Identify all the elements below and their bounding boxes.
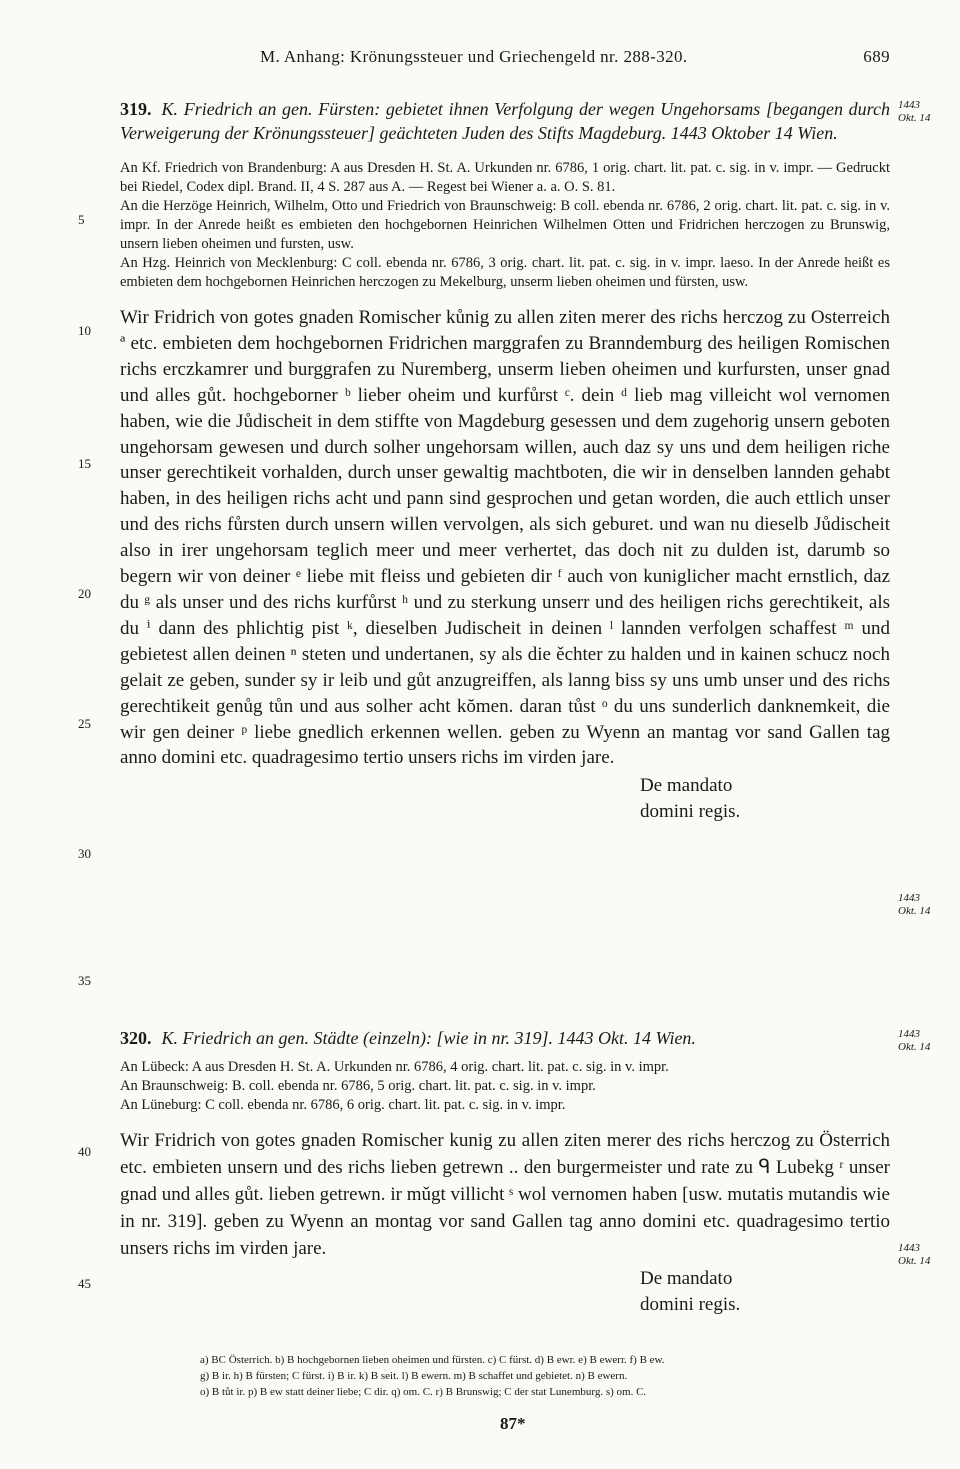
charter-text: Wir Fridrich von gotes gnaden Romischer kůnig zu allen ziten merer des richs herczog zu Osterreich ª etc. embieten dem hochgebornen Fridrichen marggrafen zu Branndemburg des heiligen Romischen richs erczkamrer und burggrafen zu Nuremberg, unserm lieben oheimen und kurfursten, unser gnad und alles gůt. hochgeborner ᵇ lieber oheim und kurfůrst ᶜ. dein ᵈ lieb mag villeicht wol vernomen haben, wie die Jůdischeit in dem stiffte von Magdeburg gesessen und dem zugehorig unsern geboten ungehorsam gewesen und durch solher ungehorsam willen, auch daz sy uns und dem heiligen riche unser gerechtikeit vorhalden, durch unser gewaltig machtboten, die wir in denselben lannden gehabt haben, in des heiligen richs acht und pann sind gesprochen und getan worden, die auch ettlich unser und des richs fůrsten durch unsern willen vervolgen, als sich geburet. und wan nu dieselb Jůdischeit also in irer ungehorsam teglich meer und meer verhertet, das doch nit zu dulden ist, darumb so begern wir von deiner ᵉ liebe mit fleiss und gebieten dir ᶠ auch von kuniglicher macht ernstlich, daz du ᵍ als unser und des richs kurfůrst ʰ und zu sterkung unserr und des heiligen richs gerechtikeit, als du ⁱ dann des phlichtig pist ᵏ, dieselben Judischeit in deinen ˡ lannden verfolgen schaffest ᵐ und gebietest allen deinen ⁿ steten und undertanen, sy als die ěchter zu halden und in kainen schucz noch gelait ze geben, sunder sy ir leib und gůt anzugreiffen, als lanng biss sy uns umb unser und des richs gerechtikeit genůg tůn und aus solher acht kŏmen. daran tůst ᵒ du uns sunderlich danknemkeit, die wir gen deiner ᵖ liebe gnedlich erkennen wellen. geben zu Wyenn an mantag vor sand Gallen tag anno domini etc. quadragesimo tertio unsers richs im virden jare. [120, 307, 890, 769]
doc-number: 320. [120, 1028, 152, 1048]
line-number: 5 [78, 212, 85, 227]
doc-heading [120, 97, 890, 145]
line-number: 35 [78, 973, 91, 988]
page-number: 689 [863, 47, 890, 66]
doc-heading-text: K. Friedrich an gen. Städte (einzeln): [wie in nr. 319]. 1443 Okt. 14 Wien. [161, 1028, 696, 1048]
printer-signature: 87* [500, 1414, 526, 1433]
margin-date: 1443 Okt. 14 [898, 1242, 931, 1267]
footnote-line: a) BC Österrich. b) B hochgebornen lieben oheimen und fürsten. c) C fürst. d) B ewr. e) B ewerr. f) B ew. [200, 1354, 665, 1366]
mandato-line: domini regis. [640, 801, 741, 823]
doc-heading [120, 1026, 890, 1050]
margin-date: 1443 Okt. 14 [898, 99, 931, 124]
source-note: An Hzg. Heinrich von Mecklenburg: C coll. ebenda nr. 6786, 3 orig. chart. lit. pat. c. sig. in v. impr. laeso. In der Anrede heißt es embieten dem hochgebornen Heinrichen herczogen zu Mekelburg, unserm lieben oheimen und fürsten, usw. [120, 255, 890, 290]
margin-date: 1443 Okt. 14 [898, 892, 931, 917]
line-number: 10 [78, 323, 91, 338]
mandato-line: De mandato [640, 1268, 733, 1289]
footnote-line: o) B tůt ir. p) B ew statt deiner liebe; C dir. q) om. C. r) B Brunswig; C der stat Lunemburg. s) om. C. [200, 1386, 647, 1398]
footnotes [200, 1352, 890, 1400]
line-number: 40 [78, 1144, 91, 1159]
footnote-line: g) B ir. h) B fürsten; C fürst. i) B ir. k) B seit. l) B ewern. m) B schaffet und gebietet. n) B ewern. [200, 1370, 628, 1382]
mandato-line: De mandato [640, 775, 733, 797]
line-number: 30 [78, 846, 91, 861]
charter-text: Wir Fridrich von gotes gnaden Romischer kunig zu allen ziten merer des richs herczog zu Österrich etc. embieten unsern und des richs lieben getrewn .. den burgermeister und rate zu ᑫ Lubekg ʳ unser gnad und alles gůt. lieben getrewn. ir mǔgt villicht ˢ wol vernomen haben [usw. mutatis mutandis wie in nr. 319]. geben zu Wyenn an montag vor sand Gallen tag anno domini etc. quadragesimo tertio unsers richs im virden jare. [120, 1130, 890, 1259]
doc-heading-text: K. Friedrich an gen. Fürsten: gebietet ihnen Verfolgung der wegen Ungehorsams [begangen durch Verweigerung der Krönungssteuer] geächteten Juden des Stifts Magdeburg. 1443 Oktober 14 Wien. [120, 99, 890, 143]
source-note: An Braunschweig: B. coll. ebenda nr. 6786, 5 orig. chart. lit. pat. c. sig. in v. impr. [120, 1078, 596, 1094]
header-caption: M. Anhang: Krönungssteuer und Griechengeld nr. 288-320. [260, 47, 688, 66]
document-319 [120, 97, 890, 825]
margin-date: 1443 Okt. 14 [898, 1028, 931, 1053]
doc-number: 319. [120, 99, 152, 119]
mandato-line: domini regis. [640, 1294, 741, 1315]
source-note: An Lüneburg: C coll. ebenda nr. 6786, 6 orig. chart. lit. pat. c. sig. in v. impr. [120, 1097, 566, 1113]
document-320 [120, 1026, 890, 1318]
source-note: An Kf. Friedrich von Brandenburg: A aus Dresden H. St. A. Urkunden nr. 6786, 1 orig. chart. lit. pat. c. sig. in v. impr. — Gedruckt bei Riedel, Codex dipl. Brand. II, 4 S. 287 aus A. — Regest bei Wiener a. a. O. S. 81. [120, 160, 890, 195]
source-note: An Lübeck: A aus Dresden H. St. A. Urkunden nr. 6786, 4 orig. chart. lit. pat. c. sig. in v. impr. [120, 1059, 669, 1075]
line-number: 20 [78, 586, 91, 601]
line-number: 15 [78, 456, 91, 471]
line-number: 25 [78, 716, 91, 731]
source-note: An die Herzöge Heinrich, Wilhelm, Otto und Friedrich von Braunschweig: B coll. ebenda nr. 6786, 2 orig. chart. lit. pat. c. sig. in v. impr. In der Anrede heißt es embieten den hochgebornen Heinrichen Wilhelmen Otten und Fridrichen herczogen zu Brunswig, unsern lieben oheimen und fursten, usw. [120, 198, 890, 252]
line-number: 45 [78, 1276, 91, 1291]
